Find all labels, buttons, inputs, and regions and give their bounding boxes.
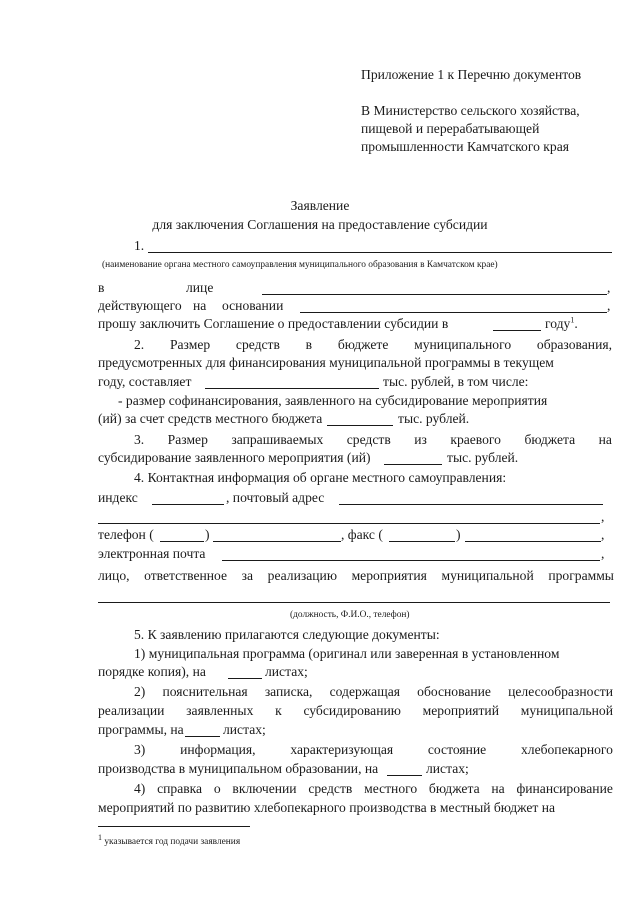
document-subtitle: для заключения Соглашения на предоставление субсидии — [152, 217, 488, 232]
responsible-person-caption: (должность, Ф.И.О., телефон) — [290, 610, 410, 620]
index-label: индекс — [98, 490, 138, 505]
authority-name-blank[interactable] — [148, 252, 612, 253]
fax-number-blank[interactable] — [465, 541, 601, 542]
basis-blank[interactable] — [300, 312, 607, 313]
addressee-line-1: В Министерство сельского хозяйства, — [361, 103, 580, 118]
comma: , — [601, 546, 605, 561]
email-label: электронная почта — [98, 546, 206, 561]
footnote-ref: 1 — [570, 315, 575, 325]
addressee-line-2: пищевой и перерабатывающей — [361, 121, 540, 136]
section-3-line-1: 3. Размер запрашиваемых средств из краевого бюджета на — [134, 432, 612, 447]
comma: , — [607, 280, 611, 295]
year-blank[interactable] — [493, 330, 541, 331]
phone-label: телефон ( — [98, 527, 154, 542]
authority-name-caption: (наименование органа местного самоуправления муниципального образования в Камчатском крае) — [102, 260, 498, 270]
section-2-line-2: предусмотренных для финансирования муниципальной программы в текущем — [98, 355, 554, 370]
item-3-line-2: производства в муниципальном образовании, на — [98, 761, 379, 776]
section-2-amount-unit: тыс. рублей, в том числе: — [383, 374, 529, 389]
item-3-line-1: 3) информация, характеризующая состояние хлебопекарного — [134, 742, 613, 757]
cofinancing-line-1: - размер софинансирования, заявленного на субсидирование мероприятия — [118, 393, 548, 408]
in-word: в — [98, 280, 105, 295]
responsible-person-line: лицо, ответственное за реализацию мероприятия муниципальной программы — [98, 568, 614, 583]
item-2-pages-label: листах; — [223, 722, 266, 737]
item-1-line-1: 1) муниципальная программа (оригинал или заверенная в установленном — [134, 646, 560, 661]
document-title: Заявление — [290, 198, 350, 213]
section-2-amount-label: году, составляет — [98, 374, 192, 389]
acting-word: действующего — [98, 298, 182, 313]
footnote — [98, 832, 241, 848]
fax-label: , факс ( — [341, 527, 383, 542]
person-word: лице — [186, 280, 214, 295]
cofinancing-amount-blank[interactable] — [327, 425, 393, 426]
section-3-line-2: субсидирование заявленного мероприятия (ий) — [98, 450, 371, 465]
basis-word: основании — [222, 298, 284, 313]
on-word: на — [193, 298, 207, 313]
representative-blank[interactable] — [262, 294, 607, 295]
phone-code-blank[interactable] — [160, 541, 204, 542]
addressee-line-3: промышленности Камчатского края — [361, 139, 569, 154]
section-1-number: 1. — [134, 238, 145, 253]
item-3-pages-label: листах; — [426, 761, 469, 776]
cofinancing-unit: тыс. рублей. — [398, 411, 470, 426]
item-2-line-3: программы, на — [98, 722, 184, 737]
paren-close: ) — [456, 527, 461, 542]
footnote-separator — [98, 826, 250, 827]
cofinancing-line-2: (ий) за счет средств местного бюджета — [98, 411, 323, 426]
section-5-heading: 5. К заявлению прилагаются следующие документы: — [134, 627, 440, 642]
requested-amount-blank[interactable] — [384, 464, 442, 465]
appendix-label: Приложение 1 к Перечню документов — [361, 67, 582, 82]
item-4-line-2: мероприятий по развитию хлебопекарного производства в местный бюджет на — [98, 800, 556, 815]
item-3-pages-blank[interactable] — [387, 775, 422, 776]
comma: , — [601, 509, 605, 524]
footnote-mark: 1 — [98, 832, 102, 842]
paren-close: ) — [205, 527, 210, 542]
postal-address-blank-2[interactable] — [98, 523, 600, 524]
request-text: прошу заключить Соглашение о предоставлении субсидии в — [98, 316, 449, 331]
email-blank[interactable] — [222, 560, 600, 561]
index-blank[interactable] — [152, 504, 224, 505]
requested-amount-unit: тыс. рублей. — [447, 450, 519, 465]
section-4-heading: 4. Контактная информация об органе местного самоуправления: — [134, 470, 507, 485]
footnote-text: указывается год подачи заявления — [102, 837, 241, 847]
item-1-pages-blank[interactable] — [228, 678, 262, 679]
phone-number-blank[interactable] — [213, 541, 341, 542]
item-2-line-2: реализации заявленных к субсидированию мероприятий муниципальной — [98, 703, 613, 718]
comma: , — [601, 527, 605, 542]
item-1-pages-label: листах; — [265, 664, 308, 679]
item-2-line-1: 2) пояснительная записка, содержащая обоснование целесообразности — [134, 684, 613, 699]
comma: , — [607, 298, 611, 313]
year-word: году$^1$. — [545, 315, 578, 331]
item-4-line-1: 4) справка о включении средств местного бюджета на финансирование — [134, 781, 613, 796]
postal-label: , почтовый адрес — [226, 490, 325, 505]
budget-amount-blank[interactable] — [205, 388, 379, 389]
fax-code-blank[interactable] — [389, 541, 455, 542]
responsible-person-blank[interactable] — [98, 602, 610, 603]
item-2-pages-blank[interactable] — [185, 736, 220, 737]
item-1-line-2: порядке копия), на — [98, 664, 206, 679]
section-2-line-1: 2. Размер средств в бюджете муниципального образования, — [134, 337, 612, 352]
postal-address-blank[interactable] — [339, 504, 603, 505]
